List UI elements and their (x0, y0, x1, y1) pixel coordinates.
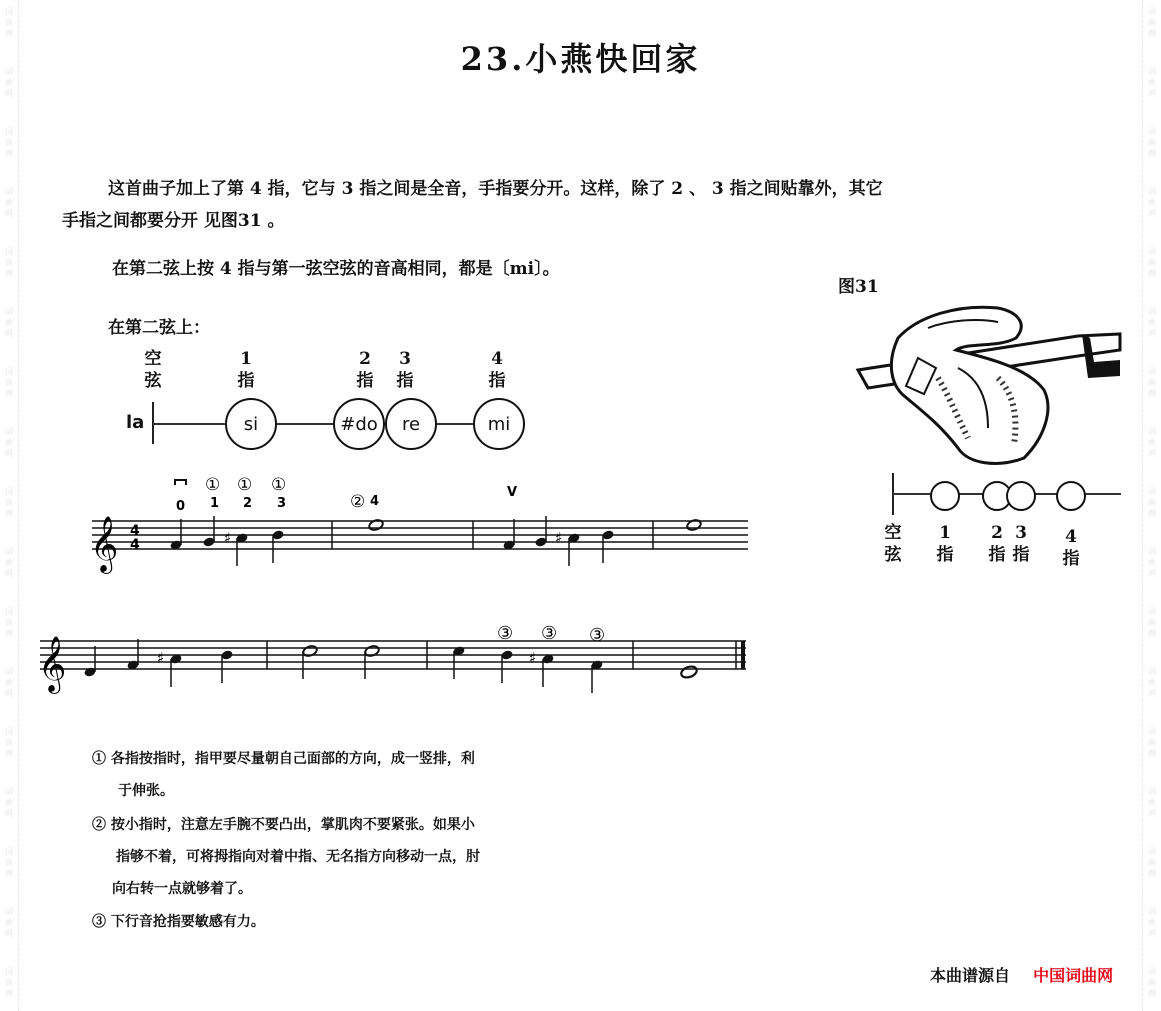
note-circle-si-label: si (243, 413, 259, 435)
watermark-text: 词 曲 网 (5, 667, 13, 698)
circled-1-c: ① (271, 475, 287, 495)
diagram-label-finger2-top: 2 (359, 349, 371, 369)
fingering-4: 4 (370, 494, 380, 509)
diagram-label-open-top: 空 (144, 349, 162, 369)
fig-label-finger2-top: 2 (991, 523, 1003, 543)
staff-1 (92, 521, 748, 549)
fig-label-finger4-top: 4 (1065, 527, 1077, 547)
watermark-text: 词 曲 网 (1148, 967, 1156, 998)
sharp-sign-4: ♯ (529, 649, 537, 667)
watermark-text: 词 曲 网 (1148, 547, 1156, 578)
watermark-text: 词 曲 网 (1148, 427, 1156, 458)
watermark-text: 词 曲 网 (1148, 907, 1156, 938)
watermark-text: 词 曲 网 (5, 67, 13, 98)
watermark-text: 词 曲 网 (1148, 307, 1156, 338)
footnote-1-line-1: ① 各指按指时，指甲要尽量朝自己面部的方向，成一竖排，利 (92, 751, 475, 767)
watermark-text: 词 曲 网 (1148, 67, 1156, 98)
open-string-note: la (126, 412, 145, 433)
watermark-text: 词 曲 网 (1148, 667, 1156, 698)
whole-note-a (680, 665, 698, 680)
watermark-text: 词 曲 网 (5, 607, 13, 638)
fig-label-finger1-bottom: 指 (936, 545, 954, 565)
sharp-sign-2: ♯ (555, 529, 563, 547)
watermark-text: 词 曲 网 (5, 907, 13, 938)
fig-label-finger4-bottom: 指 (1062, 549, 1080, 569)
diagram-label-open-bottom: 弦 (144, 371, 162, 391)
watermark-text: 词 曲 网 (5, 7, 13, 38)
fig-label-finger3-top: 3 (1015, 523, 1027, 543)
footer-source (930, 963, 1113, 986)
watermark-text: 词 曲 网 (5, 727, 13, 758)
treble-clef-2: 𝄞 (38, 636, 67, 692)
watermark-text: 词 曲 网 (1148, 727, 1156, 758)
diagram-label-finger3-bottom: 指 (396, 371, 414, 391)
page-title: 23.小燕快回家 (460, 40, 701, 78)
watermark-text: 词 曲 网 (5, 127, 13, 158)
watermark-text: 词 曲 网 (5, 187, 13, 218)
fig-label-finger2-bottom: 指 (988, 545, 1006, 565)
intro-line-2: 手指之间都要分开 见图31 。 (62, 211, 285, 231)
down-bow-mark (175, 480, 186, 485)
watermark-text: 词 曲 网 (5, 787, 13, 818)
fingering-0: 0 (176, 499, 186, 514)
time-sig-bottom: 4 (130, 537, 140, 553)
footer-site-link[interactable]: 中国词曲网 (1033, 966, 1114, 985)
circled-1-b: ① (237, 475, 253, 495)
treble-clef-1: 𝄞 (90, 516, 119, 572)
circled-3-b: ③ (541, 623, 558, 644)
watermark-text: 词 曲 网 (5, 307, 13, 338)
sharp-sign-3: ♯ (157, 649, 165, 667)
fig-label-open-bottom: 弦 (884, 545, 902, 565)
note-circle-re-label: re (401, 413, 421, 435)
watermark-text: 词 曲 网 (1148, 7, 1156, 38)
diagram-label-finger2-bottom: 指 (356, 371, 374, 391)
watermark-text: 词 曲 网 (5, 547, 13, 578)
circled-2: ② (350, 492, 366, 512)
fingering-1: 1 (210, 496, 220, 511)
watermark-text: 词 曲 网 (1148, 607, 1156, 638)
intro-line-4: 在第二弦上： (108, 318, 210, 338)
watermark-text: 词 曲 网 (5, 367, 13, 398)
up-bow-mark: V (507, 485, 518, 500)
diagram-label-finger4-top: 4 (491, 349, 503, 369)
watermark-text: 词 曲 网 (5, 427, 13, 458)
footnote-2-line-1: ② 按小指时，注意左手腕不要凸出，掌肌肉不要紧张。如果小 (92, 817, 475, 833)
footnote-3-line-1: ③ 下行音抢指要敏感有力。 (92, 914, 265, 930)
fig-label-open-top: 空 (884, 523, 902, 543)
watermark-text: 词 曲 网 (5, 247, 13, 278)
fingering-3: 3 (277, 496, 287, 511)
diagram-label-finger3-top: 3 (399, 349, 411, 369)
fig-label-finger1-top: 1 (939, 523, 951, 543)
watermark-text: 词 曲 网 (1148, 187, 1156, 218)
watermark-text: 词 曲 网 (1148, 487, 1156, 518)
watermark-text: 词 曲 网 (1148, 127, 1156, 158)
staff-2 (40, 641, 746, 669)
watermark-text: 词 曲 网 (1148, 367, 1156, 398)
intro-line-3: 在第二弦上按 4 指与第一弦空弦的音高相同，都是〔mi〕。 (112, 259, 560, 279)
figure-label: 图31 (838, 277, 879, 297)
footnote-2-line-3: 向右转一点就够着了。 (112, 881, 252, 897)
watermark-text: 词 曲 网 (1148, 847, 1156, 878)
footer-source-label: 本曲谱源自 (930, 966, 1011, 985)
circled-3-a: ③ (497, 623, 514, 644)
circled-1-a: ① (205, 475, 221, 495)
fig-label-finger3-bottom: 指 (1012, 545, 1030, 565)
watermark-text: 词 曲 网 (5, 847, 13, 878)
watermark-text: 词 曲 网 (5, 487, 13, 518)
diagram-label-finger1-top: 1 (240, 349, 252, 369)
circled-3-c: ③ (589, 625, 606, 646)
footnote-2-line-2: 指够不着，可将拇指向对着中指、无名指方向移动一点，肘 (116, 849, 480, 865)
time-sig-top: 4 (130, 523, 140, 539)
note-circle-cis-label: #do (340, 413, 378, 435)
diagram-label-finger4-bottom: 指 (488, 371, 506, 391)
watermark-text: 词 曲 网 (1148, 787, 1156, 818)
note-circle-mi-label: mi (487, 413, 511, 435)
watermark-text: 词 曲 网 (1148, 247, 1156, 278)
intro-line-1: 这首曲子加上了第 4 指，它与 3 指之间是全音，手指要分开。这样，除了 2 、 3 指之间贴靠外，其它 (108, 179, 883, 199)
sharp-sign: ♯ (224, 529, 232, 547)
footnote-1-line-2: 于伸张。 (118, 783, 174, 799)
diagram-label-finger1-bottom: 指 (237, 371, 255, 391)
fingering-2: 2 (243, 496, 253, 511)
watermark-text: 词 曲 网 (5, 967, 13, 998)
